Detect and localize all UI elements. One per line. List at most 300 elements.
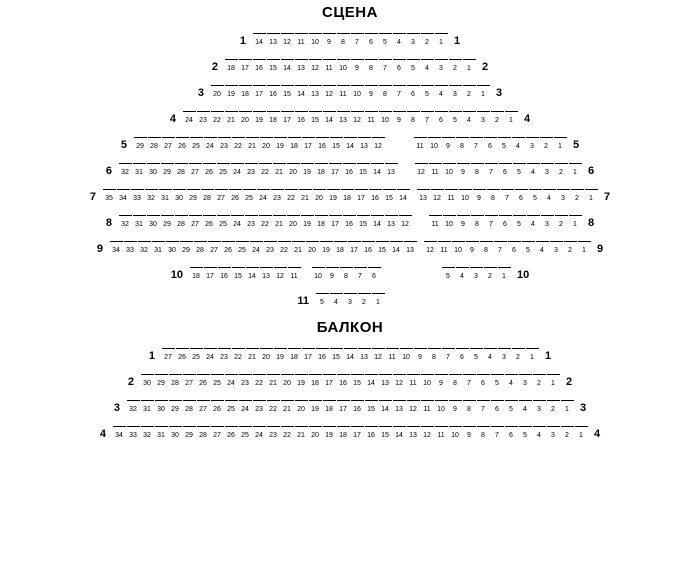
seat[interactable]: 2	[449, 59, 462, 73]
seat[interactable]: 22	[232, 137, 245, 151]
seat[interactable]: 26	[211, 400, 224, 414]
seat[interactable]: 11	[295, 33, 308, 47]
seat[interactable]: 4	[393, 33, 406, 47]
seat[interactable]: 16	[343, 215, 356, 229]
seat[interactable]: 15	[383, 189, 396, 203]
seat[interactable]: 25	[217, 215, 230, 229]
seat[interactable]: 7	[379, 59, 392, 73]
seat[interactable]: 6	[477, 374, 490, 388]
seat[interactable]: 10	[351, 85, 364, 99]
seat[interactable]: 4	[543, 189, 556, 203]
seat[interactable]: 27	[197, 400, 210, 414]
seat[interactable]: 13	[295, 59, 308, 73]
seat[interactable]: 15	[376, 241, 389, 255]
seat[interactable]: 5	[316, 293, 329, 307]
seat[interactable]: 20	[295, 400, 308, 414]
seat[interactable]: 9	[414, 348, 427, 362]
seat[interactable]: 1	[569, 163, 582, 177]
seat[interactable]: 29	[161, 215, 174, 229]
seat[interactable]: 26	[176, 348, 189, 362]
seat[interactable]: 11	[288, 267, 301, 281]
seat[interactable]: 22	[253, 374, 266, 388]
seat[interactable]: 12	[424, 241, 437, 255]
seat[interactable]: 24	[257, 189, 270, 203]
seat[interactable]: 9	[393, 111, 406, 125]
seat[interactable]: 28	[201, 189, 214, 203]
seat[interactable]: 3	[435, 59, 448, 73]
seat[interactable]: 21	[246, 348, 259, 362]
seat[interactable]: 4	[421, 59, 434, 73]
seat[interactable]: 7	[393, 85, 406, 99]
seat[interactable]: 26	[176, 137, 189, 151]
seat[interactable]: 31	[133, 215, 146, 229]
seat[interactable]: 2	[358, 293, 371, 307]
seat[interactable]: 18	[315, 215, 328, 229]
seat[interactable]: 24	[204, 137, 217, 151]
seat[interactable]: 15	[309, 111, 322, 125]
seat[interactable]: 15	[379, 426, 392, 440]
seat[interactable]: 29	[180, 241, 193, 255]
seat[interactable]: 11	[365, 111, 378, 125]
seat[interactable]: 6	[515, 189, 528, 203]
seat[interactable]: 16	[253, 59, 266, 73]
seat[interactable]: 11	[323, 59, 336, 73]
seat[interactable]: 7	[470, 137, 483, 151]
seat[interactable]: 1	[561, 400, 574, 414]
seat[interactable]: 9	[326, 267, 339, 281]
seat[interactable]: 9	[442, 137, 455, 151]
seat[interactable]: 18	[288, 137, 301, 151]
seat[interactable]: 11	[438, 241, 451, 255]
seat[interactable]: 19	[274, 348, 287, 362]
seat[interactable]: 9	[457, 163, 470, 177]
seat[interactable]: 27	[211, 426, 224, 440]
seat[interactable]: 4	[512, 137, 525, 151]
seat[interactable]: 15	[351, 374, 364, 388]
seat[interactable]: 7	[501, 189, 514, 203]
seat[interactable]: 2	[463, 85, 476, 99]
seat[interactable]: 27	[162, 348, 175, 362]
seat[interactable]: 14	[344, 137, 357, 151]
seat[interactable]: 32	[119, 215, 132, 229]
seat[interactable]: 19	[323, 426, 336, 440]
seat[interactable]: 20	[260, 137, 273, 151]
seat[interactable]: 28	[194, 241, 207, 255]
seat[interactable]: 14	[281, 59, 294, 73]
seat[interactable]: 12	[399, 215, 412, 229]
seat[interactable]: 22	[259, 163, 272, 177]
seat[interactable]: 2	[547, 400, 560, 414]
seat[interactable]: 12	[415, 163, 428, 177]
seat[interactable]: 18	[190, 267, 203, 281]
seat[interactable]: 14	[253, 33, 266, 47]
seat[interactable]: 26	[197, 374, 210, 388]
seat[interactable]: 21	[299, 189, 312, 203]
seat[interactable]: 5	[449, 111, 462, 125]
seat[interactable]: 6	[505, 426, 518, 440]
seat[interactable]: 26	[225, 426, 238, 440]
seat[interactable]: 30	[155, 400, 168, 414]
seat[interactable]: 15	[330, 137, 343, 151]
seat[interactable]: 4	[536, 241, 549, 255]
seat[interactable]: 5	[442, 267, 455, 281]
seat[interactable]: 6	[484, 137, 497, 151]
seat[interactable]: 13	[379, 374, 392, 388]
seat[interactable]: 24	[253, 426, 266, 440]
seat[interactable]: 5	[513, 163, 526, 177]
seat[interactable]: 15	[357, 163, 370, 177]
seat[interactable]: 33	[127, 426, 140, 440]
seat[interactable]: 12	[281, 33, 294, 47]
seat[interactable]: 4	[456, 267, 469, 281]
seat[interactable]: 1	[435, 33, 448, 47]
seat[interactable]: 10	[312, 267, 325, 281]
seat[interactable]: 1	[372, 293, 385, 307]
seat[interactable]: 4	[505, 374, 518, 388]
seat[interactable]: 26	[203, 163, 216, 177]
seat[interactable]: 12	[309, 59, 322, 73]
seat[interactable]: 14	[365, 374, 378, 388]
seat[interactable]: 2	[571, 189, 584, 203]
seat[interactable]: 23	[245, 163, 258, 177]
seat[interactable]: 6	[508, 241, 521, 255]
seat[interactable]: 8	[365, 59, 378, 73]
seat[interactable]: 13	[417, 189, 430, 203]
seat[interactable]: 19	[225, 85, 238, 99]
seat[interactable]: 32	[138, 241, 151, 255]
seat[interactable]: 28	[169, 374, 182, 388]
seat[interactable]: 17	[351, 426, 364, 440]
seat[interactable]: 19	[327, 189, 340, 203]
seat[interactable]: 1	[477, 85, 490, 99]
seat[interactable]: 8	[428, 348, 441, 362]
seat[interactable]: 7	[477, 400, 490, 414]
seat[interactable]: 10	[443, 215, 456, 229]
seat[interactable]: 28	[197, 426, 210, 440]
seat[interactable]: 8	[340, 267, 353, 281]
seat[interactable]: 25	[236, 241, 249, 255]
seat[interactable]: 3	[557, 189, 570, 203]
seat[interactable]: 8	[487, 189, 500, 203]
seat[interactable]: 10	[452, 241, 465, 255]
seat[interactable]: 19	[309, 400, 322, 414]
seat[interactable]: 32	[119, 163, 132, 177]
seat[interactable]: 19	[320, 241, 333, 255]
seat[interactable]: 13	[358, 137, 371, 151]
seat[interactable]: 11	[435, 426, 448, 440]
seat[interactable]: 22	[267, 400, 280, 414]
seat[interactable]: 21	[281, 400, 294, 414]
seat[interactable]: 17	[281, 111, 294, 125]
seat[interactable]: 23	[197, 111, 210, 125]
seat[interactable]: 1	[569, 215, 582, 229]
seat[interactable]: 14	[390, 241, 403, 255]
seat[interactable]: 14	[246, 267, 259, 281]
seat[interactable]: 19	[301, 215, 314, 229]
seat[interactable]: 9	[323, 33, 336, 47]
seat[interactable]: 10	[449, 426, 462, 440]
seat[interactable]: 25	[243, 189, 256, 203]
seat[interactable]: 4	[330, 293, 343, 307]
seat[interactable]: 23	[245, 215, 258, 229]
seat[interactable]: 31	[155, 426, 168, 440]
seat[interactable]: 7	[494, 241, 507, 255]
seat[interactable]: 13	[358, 348, 371, 362]
seat[interactable]: 16	[362, 241, 375, 255]
seat[interactable]: 16	[365, 426, 378, 440]
seat[interactable]: 8	[471, 163, 484, 177]
seat[interactable]: 1	[575, 426, 588, 440]
seat[interactable]: 2	[512, 348, 525, 362]
seat[interactable]: 8	[337, 33, 350, 47]
seat[interactable]: 30	[173, 189, 186, 203]
seat[interactable]: 25	[225, 400, 238, 414]
seat[interactable]: 29	[169, 400, 182, 414]
seat[interactable]: 9	[473, 189, 486, 203]
seat[interactable]: 3	[526, 137, 539, 151]
seat[interactable]: 5	[421, 85, 434, 99]
seat[interactable]: 3	[407, 33, 420, 47]
seat[interactable]: 13	[337, 111, 350, 125]
seat[interactable]: 19	[295, 374, 308, 388]
seat[interactable]: 17	[302, 348, 315, 362]
seat[interactable]: 5	[519, 426, 532, 440]
seat[interactable]: 20	[287, 163, 300, 177]
seat[interactable]: 12	[372, 348, 385, 362]
seat[interactable]: 16	[369, 189, 382, 203]
seat[interactable]: 2	[484, 267, 497, 281]
seat[interactable]: 14	[371, 215, 384, 229]
seat[interactable]: 27	[189, 163, 202, 177]
seat[interactable]: 17	[239, 59, 252, 73]
seat[interactable]: 10	[309, 33, 322, 47]
seat[interactable]: 12	[421, 426, 434, 440]
seat[interactable]: 10	[337, 59, 350, 73]
seat[interactable]: 8	[456, 137, 469, 151]
seat[interactable]: 7	[351, 33, 364, 47]
seat[interactable]: 10	[435, 400, 448, 414]
seat[interactable]: 15	[357, 215, 370, 229]
seat[interactable]: 18	[315, 163, 328, 177]
seat[interactable]: 22	[281, 426, 294, 440]
seat[interactable]: 6	[456, 348, 469, 362]
seat[interactable]: 31	[159, 189, 172, 203]
seat[interactable]: 14	[295, 85, 308, 99]
seat[interactable]: 1	[554, 137, 567, 151]
seat[interactable]: 23	[271, 189, 284, 203]
seat[interactable]: 15	[281, 85, 294, 99]
seat[interactable]: 5	[491, 374, 504, 388]
seat[interactable]: 20	[239, 111, 252, 125]
seat[interactable]: 18	[341, 189, 354, 203]
seat[interactable]: 25	[211, 374, 224, 388]
seat[interactable]: 24	[183, 111, 196, 125]
seat[interactable]: 6	[435, 111, 448, 125]
seat[interactable]: 30	[147, 163, 160, 177]
seat[interactable]: 31	[141, 400, 154, 414]
seat[interactable]: 7	[485, 215, 498, 229]
seat[interactable]: 20	[260, 348, 273, 362]
seat[interactable]: 4	[527, 163, 540, 177]
seat[interactable]: 21	[246, 137, 259, 151]
seat[interactable]: 22	[211, 111, 224, 125]
seat[interactable]: 13	[309, 85, 322, 99]
seat[interactable]: 8	[477, 426, 490, 440]
seat[interactable]: 17	[253, 85, 266, 99]
seat[interactable]: 26	[229, 189, 242, 203]
seat[interactable]: 12	[372, 137, 385, 151]
seat[interactable]: 32	[145, 189, 158, 203]
seat[interactable]: 16	[267, 85, 280, 99]
seat[interactable]: 15	[365, 400, 378, 414]
seat[interactable]: 3	[498, 348, 511, 362]
seat[interactable]: 30	[141, 374, 154, 388]
seat[interactable]: 30	[147, 215, 160, 229]
seat[interactable]: 16	[351, 400, 364, 414]
seat[interactable]: 1	[547, 374, 560, 388]
seat[interactable]: 1	[498, 267, 511, 281]
seat[interactable]: 5	[513, 215, 526, 229]
seat[interactable]: 5	[498, 137, 511, 151]
seat[interactable]: 11	[407, 374, 420, 388]
seat[interactable]: 15	[232, 267, 245, 281]
seat[interactable]: 24	[231, 163, 244, 177]
seat[interactable]: 1	[585, 189, 598, 203]
seat[interactable]: 10	[421, 374, 434, 388]
seat[interactable]: 11	[445, 189, 458, 203]
seat[interactable]: 9	[463, 426, 476, 440]
seat[interactable]: 14	[344, 348, 357, 362]
seat[interactable]: 3	[477, 111, 490, 125]
seat[interactable]: 21	[292, 241, 305, 255]
seat[interactable]: 29	[155, 374, 168, 388]
seat[interactable]: 4	[435, 85, 448, 99]
seat[interactable]: 1	[463, 59, 476, 73]
seat[interactable]: 12	[274, 267, 287, 281]
seat[interactable]: 20	[211, 85, 224, 99]
seat[interactable]: 32	[127, 400, 140, 414]
seat[interactable]: 32	[141, 426, 154, 440]
seat[interactable]: 27	[183, 374, 196, 388]
seat[interactable]: 31	[133, 163, 146, 177]
seat[interactable]: 13	[385, 163, 398, 177]
seat[interactable]: 22	[285, 189, 298, 203]
seat[interactable]: 2	[533, 374, 546, 388]
seat[interactable]: 21	[295, 426, 308, 440]
seat[interactable]: 1	[578, 241, 591, 255]
seat[interactable]: 18	[337, 426, 350, 440]
seat[interactable]: 9	[457, 215, 470, 229]
seat[interactable]: 23	[239, 374, 252, 388]
seat[interactable]: 22	[259, 215, 272, 229]
seat[interactable]: 11	[429, 215, 442, 229]
seat[interactable]: 18	[309, 374, 322, 388]
seat[interactable]: 15	[330, 348, 343, 362]
seat[interactable]: 13	[260, 267, 273, 281]
seat[interactable]: 12	[431, 189, 444, 203]
seat[interactable]: 8	[463, 400, 476, 414]
seat[interactable]: 20	[281, 374, 294, 388]
seat[interactable]: 23	[218, 348, 231, 362]
seat[interactable]: 3	[541, 163, 554, 177]
seat[interactable]: 14	[371, 163, 384, 177]
seat[interactable]: 7	[485, 163, 498, 177]
seat[interactable]: 2	[555, 215, 568, 229]
seat[interactable]: 14	[397, 189, 410, 203]
seat[interactable]: 17	[302, 137, 315, 151]
seat[interactable]: 34	[117, 189, 130, 203]
seat[interactable]: 9	[449, 400, 462, 414]
seat[interactable]: 3	[550, 241, 563, 255]
seat[interactable]: 24	[250, 241, 263, 255]
seat[interactable]: 16	[343, 163, 356, 177]
seat[interactable]: 10	[443, 163, 456, 177]
seat[interactable]: 18	[288, 348, 301, 362]
seat[interactable]: 21	[267, 374, 280, 388]
seat[interactable]: 17	[323, 374, 336, 388]
seat[interactable]: 3	[344, 293, 357, 307]
seat[interactable]: 20	[306, 241, 319, 255]
seat[interactable]: 6	[368, 267, 381, 281]
seat[interactable]: 2	[555, 163, 568, 177]
seat[interactable]: 4	[463, 111, 476, 125]
seat[interactable]: 5	[529, 189, 542, 203]
seat[interactable]: 24	[239, 400, 252, 414]
seat[interactable]: 2	[564, 241, 577, 255]
seat[interactable]: 3	[519, 374, 532, 388]
seat[interactable]: 26	[203, 215, 216, 229]
seat[interactable]: 22	[278, 241, 291, 255]
seat[interactable]: 27	[162, 137, 175, 151]
seat[interactable]: 35	[103, 189, 116, 203]
seat[interactable]: 6	[499, 163, 512, 177]
seat[interactable]: 18	[239, 85, 252, 99]
seat[interactable]: 4	[484, 348, 497, 362]
seat[interactable]: 16	[316, 348, 329, 362]
seat[interactable]: 2	[540, 137, 553, 151]
seat[interactable]: 27	[189, 215, 202, 229]
seat[interactable]: 5	[522, 241, 535, 255]
seat[interactable]: 29	[187, 189, 200, 203]
seat[interactable]: 5	[379, 33, 392, 47]
seat[interactable]: 12	[351, 111, 364, 125]
seat[interactable]: 11	[421, 400, 434, 414]
seat[interactable]: 8	[407, 111, 420, 125]
seat[interactable]: 29	[183, 426, 196, 440]
seat[interactable]: 6	[499, 215, 512, 229]
seat[interactable]: 15	[267, 59, 280, 73]
seat[interactable]: 1	[505, 111, 518, 125]
seat[interactable]: 29	[161, 163, 174, 177]
seat[interactable]: 12	[323, 85, 336, 99]
seat[interactable]: 28	[148, 137, 161, 151]
seat[interactable]: 30	[166, 241, 179, 255]
seat[interactable]: 24	[204, 348, 217, 362]
seat[interactable]: 19	[274, 137, 287, 151]
seat[interactable]: 23	[264, 241, 277, 255]
seat[interactable]: 10	[459, 189, 472, 203]
seat[interactable]: 10	[400, 348, 413, 362]
seat[interactable]: 4	[533, 426, 546, 440]
seat[interactable]: 4	[519, 400, 532, 414]
seat[interactable]: 9	[365, 85, 378, 99]
seat[interactable]: 27	[208, 241, 221, 255]
seat[interactable]: 12	[407, 400, 420, 414]
seat[interactable]: 10	[428, 137, 441, 151]
seat[interactable]: 18	[323, 400, 336, 414]
seat[interactable]: 6	[491, 400, 504, 414]
seat[interactable]: 2	[491, 111, 504, 125]
